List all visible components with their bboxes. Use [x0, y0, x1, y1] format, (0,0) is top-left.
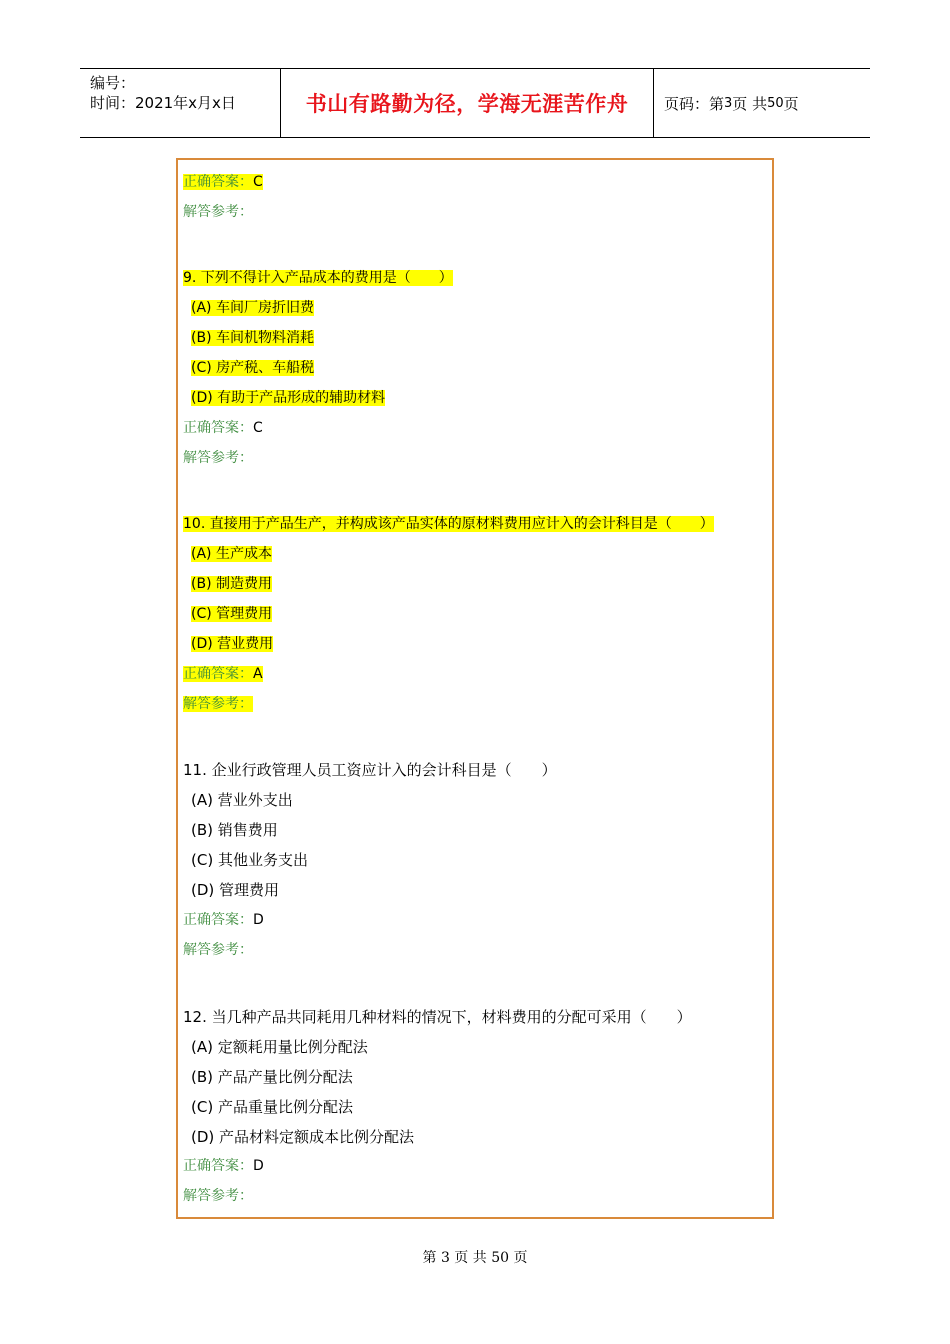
q12-answer: 正确答案：D — [183, 1158, 264, 1174]
q12-reference: 解答参考： — [183, 1188, 253, 1204]
q10-question: 10. 直接用于产品生产，并构成该产品实体的原材料费用应计入的会计科目是（ ） — [183, 516, 714, 532]
q10-option-d: (D) 营业费用 — [191, 636, 274, 652]
q11-option-c: (C) 其他业务支出 — [191, 851, 308, 869]
number-label: 编号： — [90, 74, 136, 92]
q10-answer: 正确答案：A — [183, 666, 263, 682]
q9-option-b: (B) 车间机物料消耗 — [191, 330, 314, 346]
q10-option-a: (A) 生产成本 — [191, 546, 272, 562]
q11-answer: 正确答案：D — [183, 912, 264, 928]
q8-reference: 解答参考： — [183, 204, 253, 220]
q12-option-c: (C) 产品重量比例分配法 — [191, 1098, 353, 1116]
q11-question: 11. 企业行政管理人员工资应计入的会计科目是（ ） — [183, 761, 557, 779]
q11-option-a: (A) 营业外支出 — [191, 791, 293, 809]
page-number: 3 — [724, 95, 733, 111]
time-label: 时间：2021年x月x日 — [90, 94, 236, 112]
q9-option-d: (D) 有助于产品形成的辅助材料 — [191, 390, 386, 406]
motto: 书山有路勤为径，学海无涯苦作舟 — [305, 91, 629, 116]
q10-option-c: (C) 管理费用 — [191, 606, 273, 622]
page-prefix: 页码：第 — [664, 94, 725, 113]
q8-answer: 正确答案：C — [183, 174, 263, 190]
q9-question: 9. 下列不得计入产品成本的费用是（ ） — [183, 270, 453, 286]
q9-answer: 正确答案：C — [183, 420, 263, 436]
header-page-info — [654, 69, 870, 137]
q9-reference: 解答参考： — [183, 450, 253, 466]
page-footer: 第 3 页 共 50 页 — [422, 1250, 528, 1266]
q12-option-d: (D) 产品材料定额成本比例分配法 — [191, 1128, 415, 1146]
document-header — [80, 68, 870, 138]
q10-reference: 解答参考： — [183, 696, 253, 712]
q9-option-a: (A) 车间厂房折旧费 — [191, 300, 314, 316]
page-total: 50 — [767, 95, 784, 111]
page-suffix: 页 — [783, 94, 799, 113]
page-mid: 页 共 — [732, 94, 768, 113]
q10-option-b: (B) 制造费用 — [191, 576, 272, 592]
q11-option-d: (D) 管理费用 — [191, 881, 280, 899]
q11-option-b: (B) 销售费用 — [191, 821, 278, 839]
q11-reference: 解答参考： — [183, 942, 253, 958]
q12-option-a: (A) 定额耗用量比例分配法 — [191, 1038, 368, 1056]
q12-option-b: (B) 产品产量比例分配法 — [191, 1068, 353, 1086]
q12-question: 12. 当几种产品共同耗用几种材料的情况下，材料费用的分配可采用（ ） — [183, 1008, 692, 1026]
header-motto-cell — [281, 69, 654, 137]
q9-option-c: (C) 房产税、车船税 — [191, 360, 315, 376]
header-meta — [80, 69, 281, 137]
